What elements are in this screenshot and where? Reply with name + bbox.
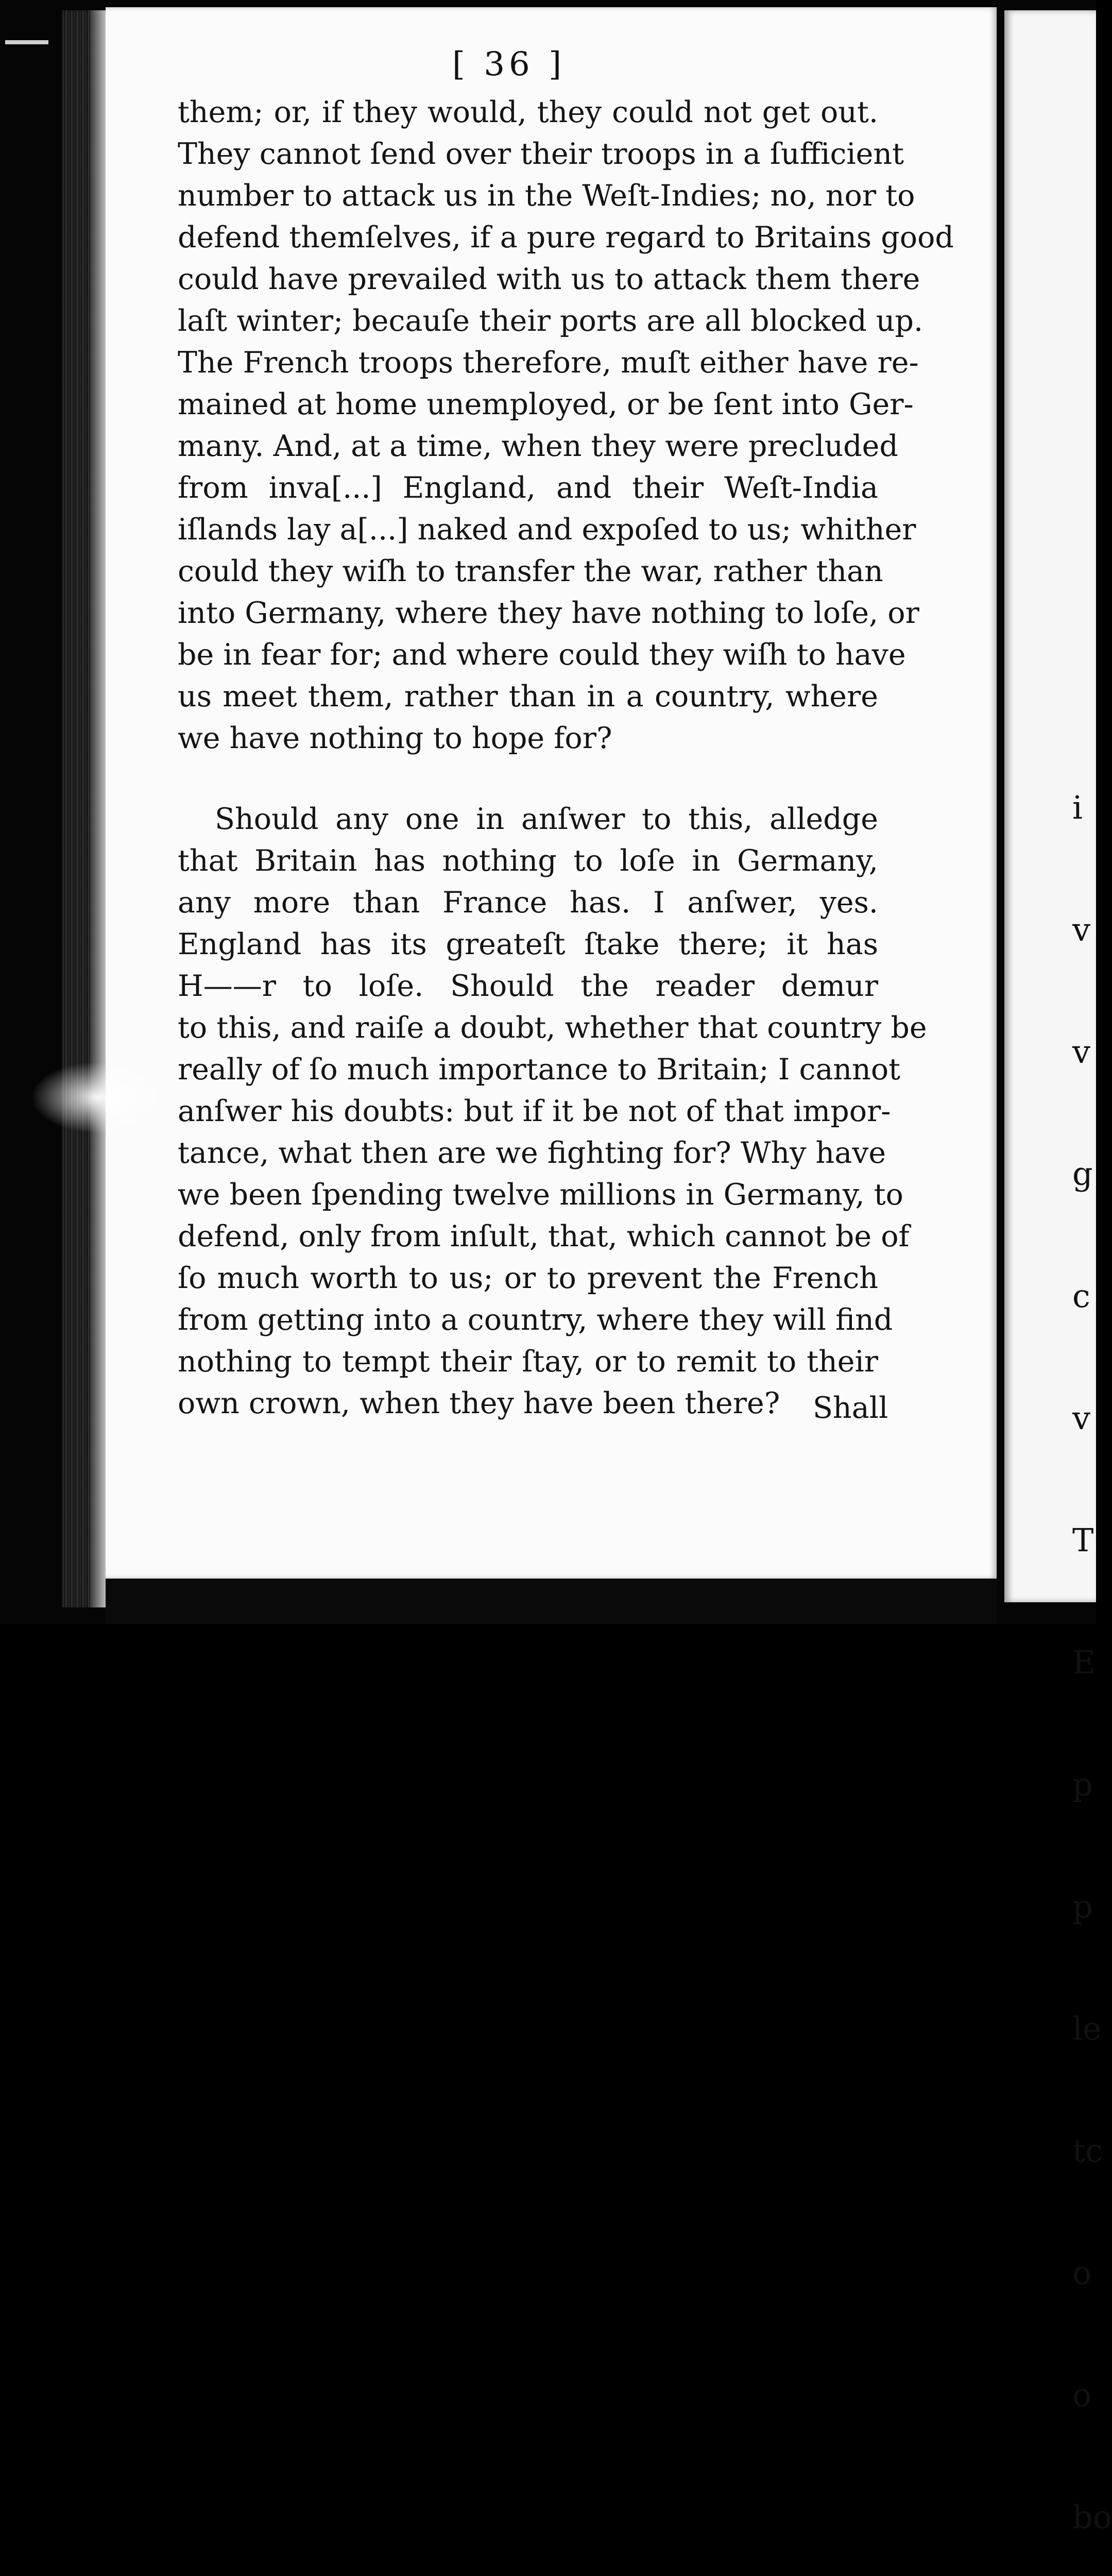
facing-fragment: v <box>1072 911 1091 948</box>
text-line: from getting into a country, where they will find <box>178 1303 893 1337</box>
text-line: we have nothing to hope for? <box>178 721 612 755</box>
text-line: be in fear for; and where could they wiſh to have <box>178 638 906 672</box>
facing-fragment: bo <box>1072 2498 1112 2536</box>
text-line: could they wiſh to transfer the war, rather than <box>178 554 883 588</box>
catchword: Shall <box>813 1391 888 1425</box>
text-line: They cannot ſend over their troops in a ſufficient <box>178 137 904 171</box>
facing-fragment: le <box>1072 2010 1102 2047</box>
text-line: us meet them, rather than in a country, where <box>178 680 878 714</box>
text-line: iſlands lay a[...] naked and expoſed to us; whither <box>178 513 916 547</box>
text-line: tance, what then are we fighting for? Why have <box>178 1136 886 1170</box>
facing-fragment: i <box>1072 789 1083 826</box>
text-line: ſo much worth to us; or to prevent the French <box>178 1261 878 1295</box>
text-line: to this, and raiſe a doubt, whether that country be <box>178 1011 927 1045</box>
text-line: into Germany, where they have nothing to loſe, or <box>178 596 919 630</box>
text-line: many. And, at a time, when they were precluded <box>178 429 898 463</box>
facing-fragment: p <box>1072 1766 1093 1803</box>
text-line: defend, only from inſult, that, which cannot be of <box>178 1219 910 1253</box>
text-line: Should any one in anſwer to this, alledge <box>215 802 878 836</box>
page-header: [ 36 ] <box>452 45 566 83</box>
scan-clip-mark <box>5 40 48 44</box>
facing-fragment: T <box>1072 1521 1094 1559</box>
facing-fragment: tc <box>1072 2132 1103 2170</box>
text-line: England has its greateſt ſtake there; it has <box>178 927 878 961</box>
facing-fragment: c <box>1072 1277 1090 1315</box>
text-line: them; or, if they would, they could not get out. <box>178 95 878 129</box>
text-line: could have prevailed with us to attack them there <box>178 262 920 296</box>
text-line: anſwer his doubts: but if it be not of that impor- <box>178 1094 891 1128</box>
text-line: The French troops therefore, muſt either have re- <box>178 346 919 380</box>
text-line: number to attack us in the Weſt-Indies; no, nor to <box>178 179 915 213</box>
text-line: nothing to tempt their ſtay, or to remit to their <box>178 1345 878 1379</box>
text-line: from inva[...] England, and their Weſt-India <box>178 471 878 505</box>
text-line: mained at home unemployed, or be ſent into Ger- <box>178 387 914 421</box>
text-line: really of ſo much importance to Britain; I cannot <box>178 1053 901 1087</box>
text-line: that Britain has nothing to loſe in Germany, <box>178 844 878 878</box>
facing-fragment: v <box>1072 1399 1091 1437</box>
text-line: defend themſelves, if a pure regard to Britains good <box>178 221 954 255</box>
text-line: laſt winter; becauſe their ports are all blocked up. <box>178 304 923 338</box>
facing-page-fragments <box>1072 706 1112 2576</box>
paragraph-2 <box>178 799 927 1425</box>
text-line: any more than France has. I anſwer, yes. <box>178 886 878 920</box>
scan-glare <box>31 1061 165 1133</box>
paragraph-1 <box>178 92 954 759</box>
facing-fragment: o <box>1072 2254 1092 2292</box>
scan-bottom-border <box>106 1579 997 1624</box>
facing-fragment: E <box>1072 1643 1096 1681</box>
facing-fragment: o <box>1072 2376 1092 2414</box>
text-line: own crown, when they have been there? <box>178 1386 780 1420</box>
text-line: we been ſpending twelve millions in Germany, to <box>178 1178 903 1212</box>
facing-fragment: v <box>1072 1033 1091 1071</box>
text-line: H——r to loſe. Should the reader demur <box>178 969 878 1003</box>
facing-fragment: p <box>1072 1888 1093 1925</box>
facing-fragment: g <box>1072 1155 1093 1193</box>
